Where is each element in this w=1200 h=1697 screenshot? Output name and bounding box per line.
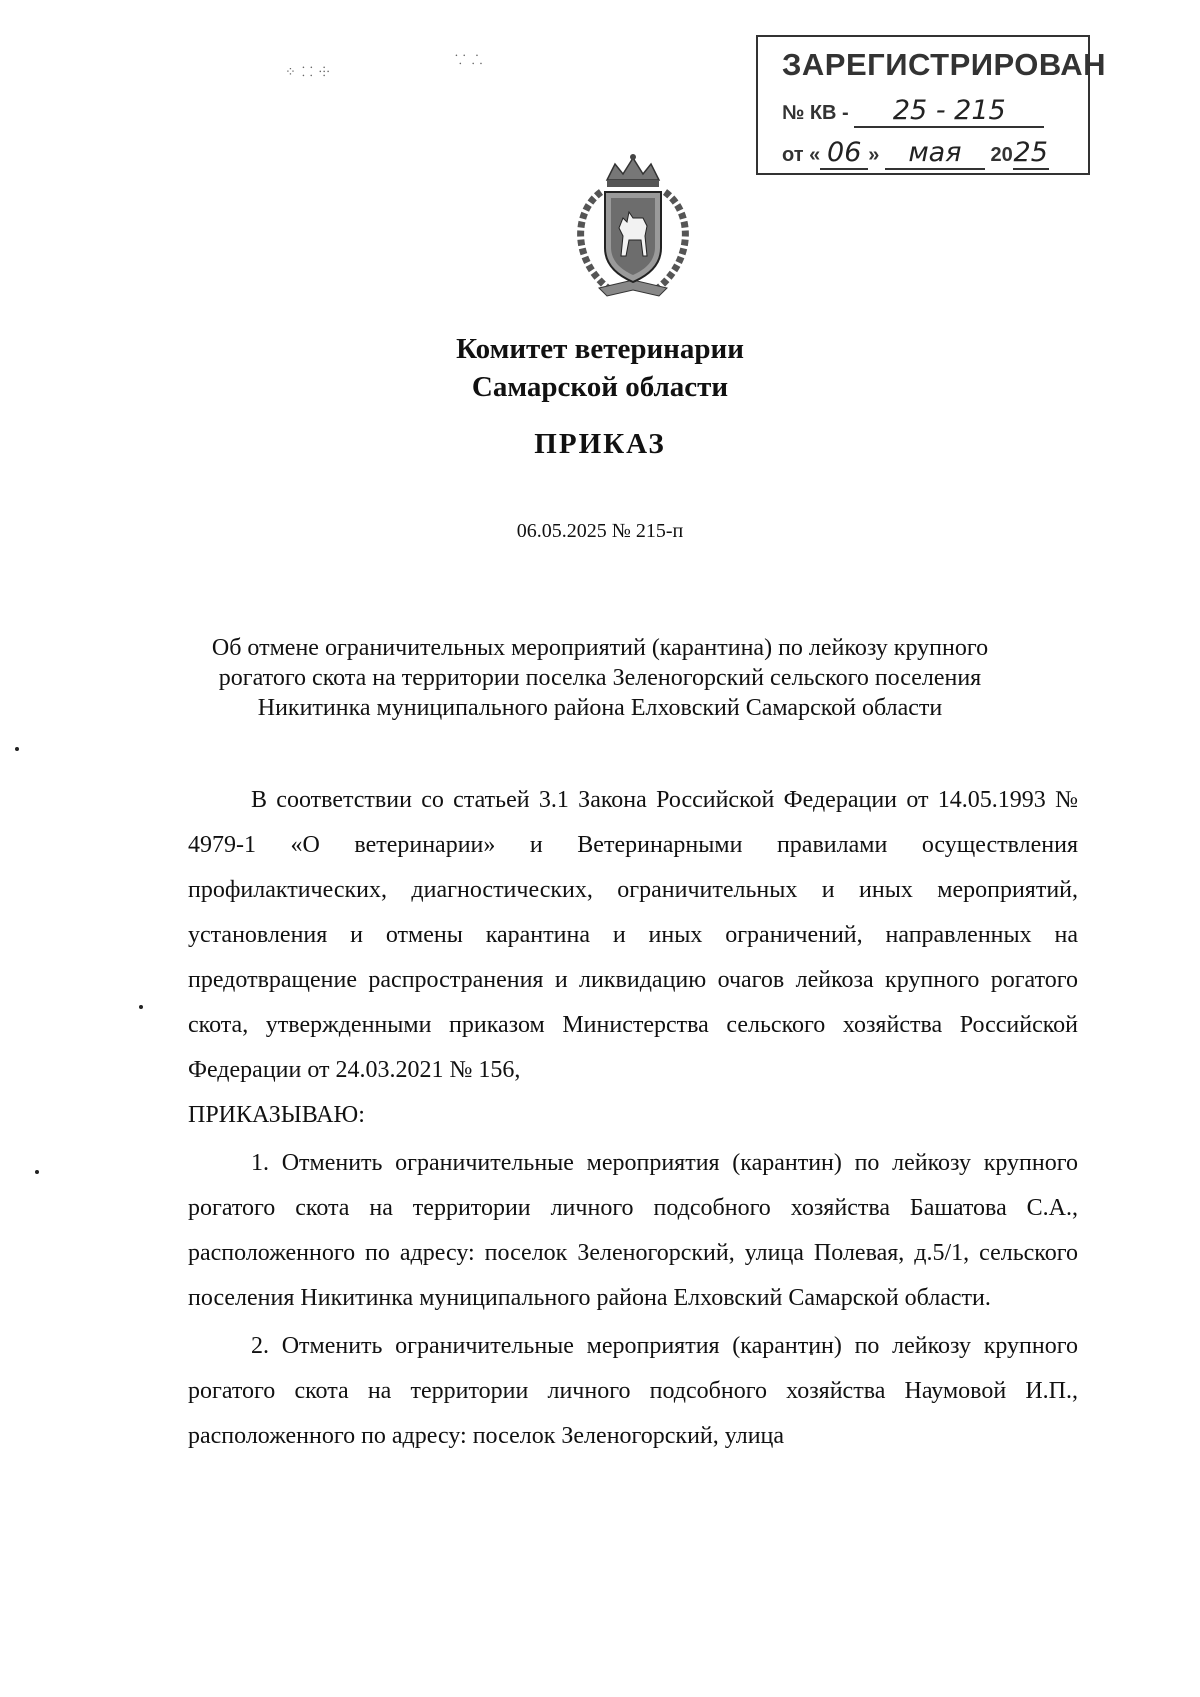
- stamp-date-day: 06: [820, 137, 868, 170]
- organization-name-line-1: Комитет ветеринарии: [456, 333, 744, 365]
- scan-dot: [15, 747, 19, 751]
- document-date-number: 06.05.2025 № 215-п: [516, 520, 684, 542]
- stamp-date-month: мая: [885, 137, 985, 170]
- scan-dot: [139, 1005, 143, 1009]
- stamp-number-line: [782, 95, 1044, 128]
- scan-artifact: ⸪ ⸫: [455, 53, 484, 68]
- subject-line-1: Об отмене ограничительных мероприятий (карантина) по лейкозу крупного: [211, 635, 989, 661]
- document-body: [188, 778, 1078, 1459]
- subject-line-2: рогатого скота на территории поселка Зеленогорский сельского поселения: [218, 665, 982, 691]
- organization-name-line-2: Самарской области: [471, 371, 729, 403]
- stamp-date-year-prefix: 20: [990, 144, 1013, 166]
- stamp-date-prefix: от «: [782, 144, 821, 166]
- scan-dot: [35, 1170, 39, 1174]
- stamp-date-mid: »: [868, 144, 880, 166]
- subject-line-3: Никитинка муниципального района Елховский Самарской области: [257, 695, 943, 721]
- order-item-1: 1. Отменить ограничительные мероприятия (карантин) по лейкозу крупного рогатого скота на территории личного подсобного хозяйства Башатова С.А., расположенного по адресу: поселок Зеленогорский, улица Полевая, д.5/1, сельского поселения Никитинка муниципального района Елховский Самарской области.: [188, 1150, 1078, 1311]
- command-word: ПРИКАЗЫВАЮ:: [188, 1102, 365, 1128]
- samara-coat-of-arms-icon: [563, 152, 703, 300]
- stamp-date-line: [782, 137, 1049, 170]
- document-subject: [0, 633, 1200, 723]
- document-type: ПРИКАЗ: [534, 428, 666, 460]
- stamp-number-prefix: № КВ -: [782, 102, 849, 124]
- registration-stamp: [756, 35, 1107, 175]
- stamp-date-year-suffix: 25: [1013, 137, 1048, 168]
- organization-name: [0, 330, 1200, 406]
- stamp-number-value: 25 - 215: [854, 95, 1044, 128]
- order-item-2: 2. Отменить ограничительные мероприятия (карантин) по лейкозу крупного рогатого скота на территории личного подсобного хозяйства Наумовой И.П., расположенного по адресу: поселок Зеленогорский, улица: [188, 1333, 1078, 1449]
- preamble-paragraph: В соответствии со статьей 3.1 Закона Российской Федерации от 14.05.1993 № 4979-1 «О ветеринарии» и Ветеринарными правилами осуществления профилактических, диагностических, ограничительных и иных мероприятий, установления и отмены карантина и иных ограничений, направленных на предотвращение распространения и ликвидацию очагов лейкоза крупного рогатого скота, утвержденными приказом Министерства сельского хозяйства Российской Федерации от 24.03.2021 № 156,: [188, 787, 1078, 1083]
- scan-artifact: ⁘ ⸬ ⸭: [285, 65, 331, 80]
- stamp-title: ЗАРЕГИСТРИРОВАН: [782, 47, 1107, 82]
